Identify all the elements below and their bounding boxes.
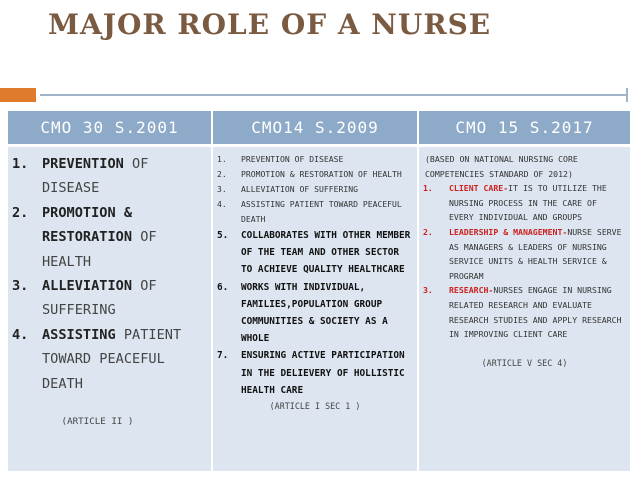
- item-label: CLIENT CARE-: [449, 183, 509, 194]
- list-item: [217, 152, 413, 167]
- item-keyword: PROMOTION & RESTORATION: [42, 204, 133, 246]
- table-header-row: [8, 111, 630, 146]
- item-number: 5.: [217, 230, 229, 241]
- item-text: PATIENT TOWARD PEACEFUL DEATH: [42, 326, 182, 392]
- item-number: 1.: [12, 156, 29, 172]
- item-number: 1.: [423, 183, 433, 194]
- competency-note: (BASED ON NATIONAL NURSING CORE COMPETENCIES STANDARD OF 2012): [425, 154, 578, 179]
- item-number: 7.: [217, 350, 229, 362]
- item-text: PREVENTION OF DISEASE: [241, 154, 344, 164]
- list-item: [217, 197, 413, 227]
- list-item: [12, 323, 207, 396]
- list-item: [423, 225, 626, 283]
- item-text: ENSURING ACTIVE PARTICIPATION IN THE DELIEVERY OF HOLLISTIC HEALTH CARE: [241, 350, 405, 396]
- header-cmo-2001: CMO 30 S.2001: [8, 111, 212, 146]
- list-item: [12, 201, 207, 274]
- list-item: [217, 279, 413, 348]
- item-text: OF DISEASE: [42, 156, 149, 197]
- list-item: [217, 167, 413, 182]
- cell-cmo-2017: [418, 146, 630, 472]
- item-text: ALLEVIATION OF SUFFERING: [241, 184, 358, 194]
- table-body-row: [8, 146, 630, 472]
- list-item: [12, 152, 207, 201]
- roles-table: [8, 111, 630, 471]
- item-number: 6.: [217, 281, 229, 293]
- item-text: NURSES ENGAGE IN NURSING RELATED RESEARCH AND EVALUATE RESEARCH STUDIES AND APPLY RESEARCH IN IMPROVING CLIENT CARE: [449, 285, 622, 340]
- article-reference: (ARTICLE V SEC 4): [481, 357, 568, 368]
- item-number: 3.: [12, 278, 29, 295]
- item-keyword: ALLEVIATION: [42, 278, 133, 295]
- list-item: [217, 182, 413, 197]
- list-item: [423, 283, 626, 341]
- item-number: 3.: [217, 184, 227, 194]
- item-label: RESEARCH-: [449, 285, 494, 296]
- article-reference: (ARTICLE I SEC 1 ): [269, 401, 361, 412]
- item-number: 2.: [12, 204, 29, 221]
- item-number: 4.: [12, 326, 29, 343]
- divider-line: [40, 94, 628, 96]
- item-text: IT IS TO UTILIZE THE NURSING PROCESS IN THE CARE OF EVERY INDIVIDUAL AND GROUPS: [449, 183, 607, 223]
- item-label: LEADERSHIP & MANAGEMENT-: [449, 226, 568, 237]
- item-text: OF SUFFERING: [42, 278, 157, 319]
- header-cmo-2009: CMO14 S.2009: [212, 111, 418, 146]
- item-keyword: ASSISTING: [42, 326, 116, 343]
- item-text: WORKS WITH INDIVIDUAL, FAMILIES,POPULATION GROUP COMMUNITIES & SOCIETY AS A WHOLE: [241, 281, 388, 345]
- cell-cmo-2001: [8, 146, 212, 472]
- list-item: [217, 227, 413, 279]
- list-item: [423, 181, 626, 225]
- item-number: 4.: [217, 199, 227, 209]
- cell-cmo-2009: [212, 146, 418, 472]
- list-item: [12, 274, 207, 323]
- item-number: 3.: [423, 285, 433, 296]
- header-cmo-2017: CMO 15 S.2017: [418, 111, 630, 146]
- item-text: OF HEALTH: [42, 229, 157, 270]
- divider-end-mark: [626, 88, 628, 102]
- item-number: 1.: [217, 154, 227, 164]
- article-reference: (ARTICLE II ): [61, 416, 134, 428]
- item-text: PROMOTION & RESTORATION OF HEALTH: [241, 169, 402, 179]
- list-item: [217, 347, 413, 399]
- item-number: 2.: [217, 169, 227, 179]
- item-keyword: PREVENTION: [42, 156, 124, 172]
- item-text: COLLABORATES WITH OTHER MEMBER OF THE TEAM AND OTHER SECTOR TO ACHIEVE QUALITY HEALTHCARE: [241, 230, 411, 276]
- slide-title: MAJOR ROLE OF A NURSE: [48, 8, 492, 41]
- item-text: NURSE SERVE AS MANAGERS & LEADERS OF NURSING SERVICE UNITS & HEALTH SERVICE & PROGRAM: [449, 226, 622, 281]
- accent-bar: [0, 88, 36, 102]
- item-number: 2.: [423, 226, 433, 237]
- item-text: ASSISTING PATIENT TOWARD PEACEFUL DEATH: [241, 199, 402, 224]
